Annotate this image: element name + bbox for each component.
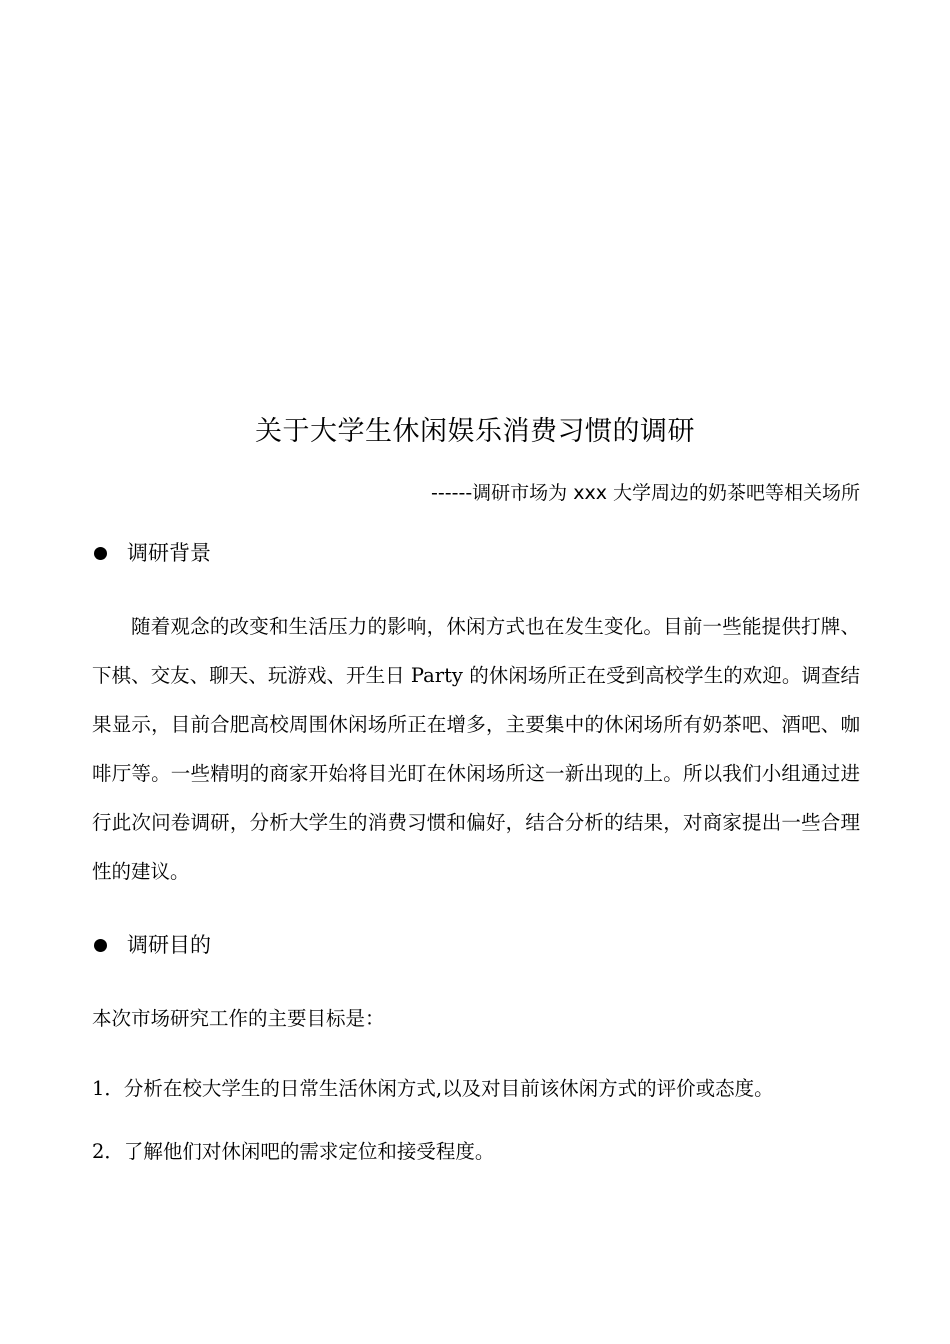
purpose-item-2: 2．了解他们对休闲吧的需求定位和接受程度。 — [92, 1140, 495, 1163]
document-title: 关于大学生休闲娱乐消费习惯的调研 — [255, 416, 695, 447]
section-heading-label: 调研背景 — [127, 541, 211, 565]
bullet-icon — [94, 939, 107, 952]
section-heading-background — [92, 537, 211, 569]
bullet-icon — [94, 547, 107, 560]
document-subtitle: ------调研市场为 xxx 大学周边的奶茶吧等相关场所 — [431, 482, 860, 504]
background-paragraph: 随着观念的改变和生活压力的影响，休闲方式也在发生变化。目前一些能提供打牌、下棋、交友、聊天、玩游戏、开生日 Party 的休闲场所正在受到高校学生的欢迎。调查结果显示，目前合肥高校周围休闲场所正在增多，主要集中的休闲场所有奶茶吧、酒吧、咖啡厅等。一些精明的商家开始将目光盯在休闲场所这一新出现的上。所以我们小组通过进行此次问卷调研，分析大学生的消费习惯和偏好，结合分析的结果，对商家提出一些合理性的建议。 — [92, 615, 860, 883]
purpose-intro: 本次市场研究工作的主要目标是： — [92, 1007, 385, 1030]
purpose-item-1: 1．分析在校大学生的日常生活休闲方式,以及对目前该休闲方式的评价或态度。 — [92, 1077, 774, 1100]
section-heading-label: 调研目的 — [127, 933, 211, 957]
section-heading-purpose — [92, 929, 211, 961]
